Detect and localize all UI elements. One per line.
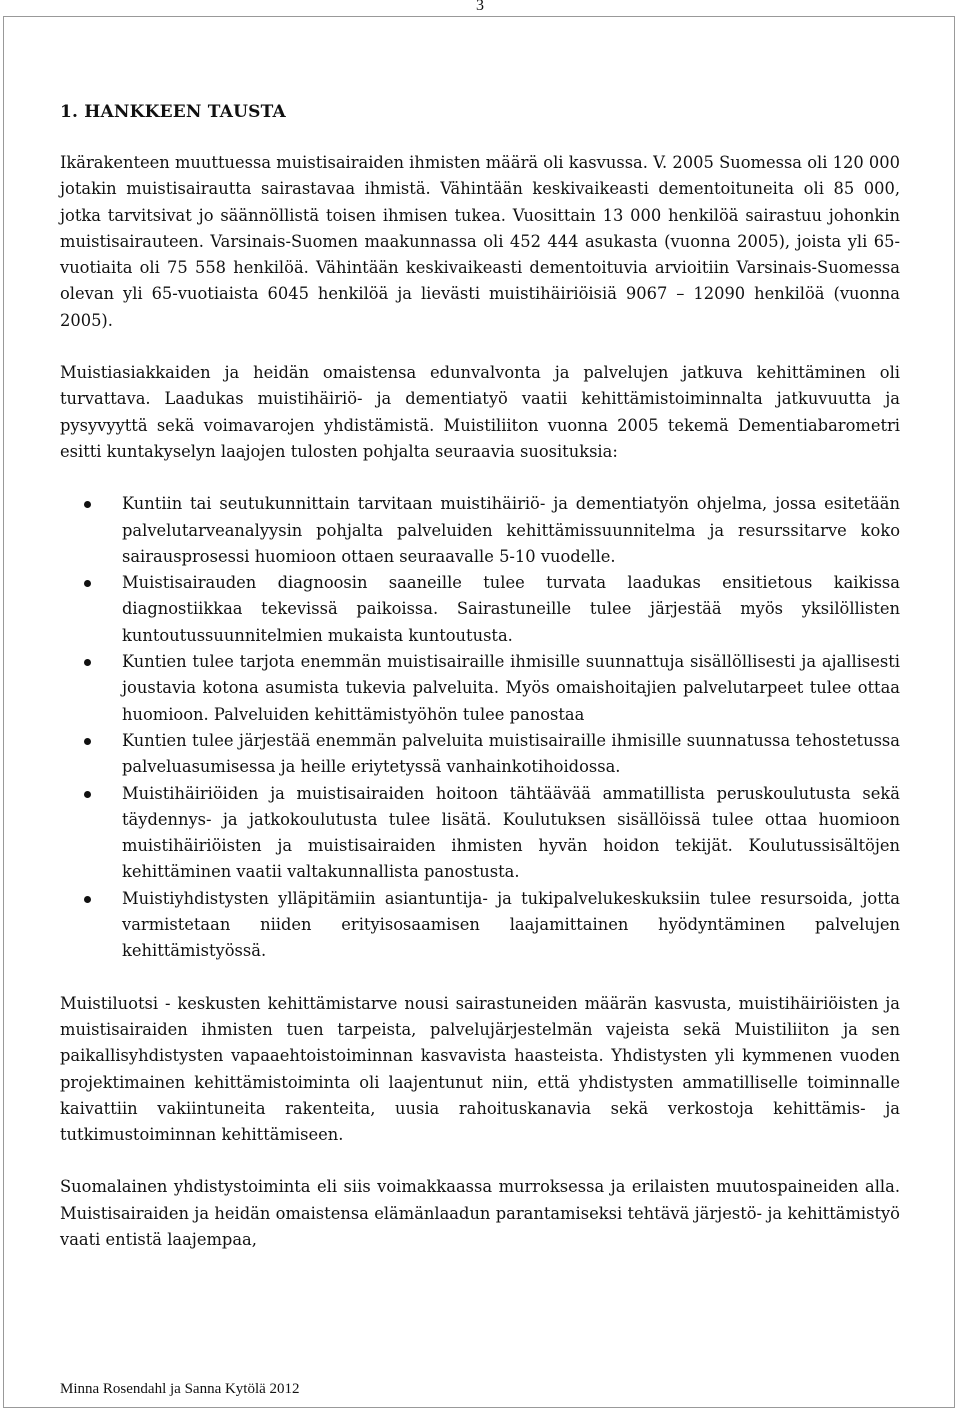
bullet-icon — [84, 791, 91, 798]
page-number: 3 — [476, 0, 484, 14]
list-item — [60, 491, 900, 570]
list-item-text: Kuntien tulee tarjota enemmän muistisairaille ihmisille suunnattuja sisällöllisesti ja ajallisesti joustavia kotona asumista tukevia palveluita. Myös omaishoitajien palvelutarpeet tulee ottaa huomioon. Palveluiden kehittämistyöhön tulee panostaa — [122, 652, 900, 724]
paragraph-yhdistystoiminta: Suomalainen yhdistystoiminta eli siis voimakkaassa murroksessa ja erilaisten muutospaineiden alla. Muistisairaiden ja heidän omaistensa elämänlaadun parantamiseksi tehtävä järjestö- ja kehittämistyö vaati entistä laajempaa, — [60, 1177, 900, 1249]
list-item-text: Muistisairauden diagnoosin saaneille tulee turvata laadukas ensitietous kaikissa diagnostiikkaa tekevissä paikoissa. Sairastuneille tulee järjestää myös yksilöllisten kuntoutussuunnitelmien mukaista kuntoutusta. — [122, 573, 900, 645]
paragraph-background: Ikärakenteen muuttuessa muistisairaiden ihmisten määrä oli kasvussa. V. 2005 Suomessa oli 120 000 jotakin muistisairautta sairastavaa ihmistä. Vähintään keskivaikeasti dementoituneita oli 85 000, jotka tarvitsivat jo säännöllistä toisen ihmisen tukea. Vuosittain 13 000 henkilöä sairastuu johonkin muistisairauteen. Varsinais-Suomen maakunnassa oli 452 444 asukasta (vuonna 2005), joista yli 65-vuotiaita oli 75 558 henkilöä. Vähintään keskivaikeasti dementoituvia arvioitiin Varsinais-Suomessa olevan yli 65-vuotiaista 6045 henkilöä ja lievästi muistihäiriöisiä 9067 – 12090 henkilöä (vuonna 2005). — [60, 153, 900, 330]
page-footer: Minna Rosendahl ja Sanna Kytölä 2012 — [60, 1381, 300, 1397]
bullet-icon — [84, 659, 91, 666]
bullet-icon — [84, 896, 91, 903]
list-item-text: Kuntiin tai seutukunnittain tarvitaan muistihäiriö- ja dementiatyön ohjelma, jossa esitetään palvelutarveanalyysin pohjalta palveluiden kehittämissuunnitelma ja resurssitarve koko sairausprosessi huomioon ottaen seuraavalle 5-10 vuodelle. — [122, 494, 900, 566]
list-item-text: Muistiyhdistysten ylläpitämiin asiantuntija- ja tukipalvelukeskuksiin tulee resursoida, jotta varmistetaan niiden erityisosaamisen laajamittainen hyödyntäminen palvelujen kehittämistyössä. — [122, 888, 900, 961]
section-heading: 1. HANKKEEN TAUSTA — [60, 102, 286, 122]
paragraph-muistiluotsi: Muistiluotsi - keskusten kehittämistarve nousi sairastuneiden määrän kasvusta, muistihäiriöisten ja muistisairaiden ihmisten tuen tarpeista, palvelujärjestelmän vajeista sekä Muistiliiton ja sen paikallisyhdistysten vapaaehtoistoiminnan kasvavista haasteista. Yhdistysten yli kymmenen vuoden projektimainen kehittämistoiminta oli laajentunut niin, että yhdistysten ammatilliselle toiminnalle kaivattiin vakiintuneita rakenteita, uusia rahoituskanavia sekä verkostoja kehittämis- ja tutkimustoiminnan kehittämiseen. — [60, 993, 900, 1145]
paragraph-recommendations-intro: Muistiasiakkaiden ja heidän omaistensa edunvalvonta ja palvelujen jatkuva kehittäminen oli turvattava. Laadukas muistihäiriö- ja dementiatyö vaatii kehittämistoiminnalta jatkuvuutta ja pysyvyyttä sekä voimavarojen yhdistämistä. Muistiliiton vuonna 2005 tekemä Dementiabarometri esitti kuntakyselyn laajojen tulosten pohjalta seuraavia suosituksia: — [60, 363, 900, 461]
bullet-icon — [84, 738, 91, 745]
list-item-text: Muistihäiriöiden ja muistisairaiden hoitoon tähtäävää ammatillista peruskoulutusta sekä täydennys- ja jatkokoulutusta tulee lisätä. Koulutuksen sisällöissä tulee ottaa huomioon muistihäiriöisten ja muistisairaiden ihmisten hyvän hoidon tekijät. Koulutussisältöjen kehittäminen vaatii valtakunnallista panostusta. — [122, 783, 900, 882]
document-body — [60, 99, 900, 1279]
list-item — [60, 886, 900, 965]
list-item — [60, 728, 900, 781]
recommendations-list — [60, 491, 900, 964]
list-item — [60, 649, 900, 728]
bullet-icon — [84, 580, 91, 587]
list-item — [60, 570, 900, 649]
list-item-text: Kuntien tulee järjestää enemmän palveluita muistisairaille ihmisille suunnatussa tehostetussa palveluasumisessa ja heille eriytetyssä vanhainkotihoidossa. — [122, 730, 900, 777]
bullet-icon — [84, 501, 91, 508]
list-item — [60, 781, 900, 886]
